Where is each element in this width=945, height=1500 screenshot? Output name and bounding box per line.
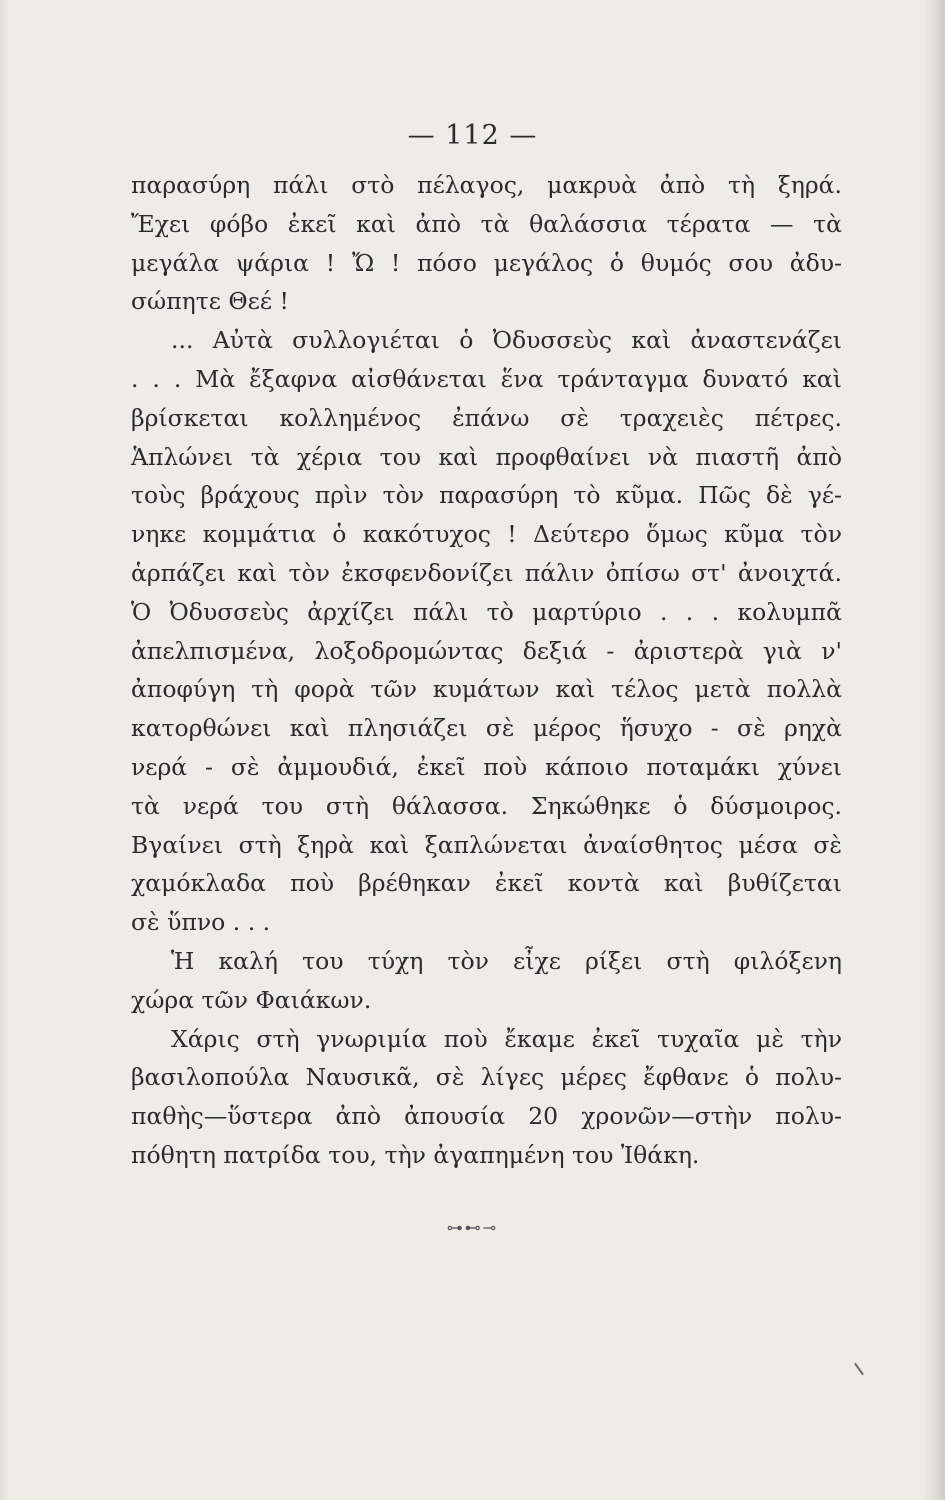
text-line: χαμόκλαδα ποὺ βρέθηκαν ἐκεῖ κοντὰ καὶ βυθίζεται: [131, 869, 842, 898]
text-line: ἁρπάζει καὶ τὸν ἐκσφενδονίζει πάλιν ὀπίσω στ' ἀνοιχτά.: [131, 558, 842, 587]
text-line: τὰ νερά του στὴ θάλασσα. Σηκώθηκε ὁ δύσμοιρος.: [131, 791, 842, 820]
paper-speck: [854, 1363, 864, 1376]
text-line: Ἡ καλή του τύχη τὸν εἶχε ρίξει στὴ φιλόξενη: [171, 946, 842, 975]
text-line: νηκε κομμάτια ὁ κακότυχος ! Δεύτερο ὅμως κῦμα τὸν: [131, 520, 842, 549]
text-line: Βγαίνει στὴ ξηρὰ καὶ ξαπλώνεται ἀναίσθητος μέσα σὲ: [131, 830, 842, 859]
text-line: βρίσκεται κολλημένος ἐπάνω σὲ τραχειὲς πέτρες.: [131, 403, 842, 432]
text-line: σώπητε Θεέ !: [131, 287, 289, 316]
text-line: πόθητη πατρίδα του, τὴν ἀγαπημένη του Ἰθάκη.: [131, 1140, 700, 1169]
text-line: χώρα τῶν Φαιάκων.: [131, 985, 372, 1014]
text-line: ἀπελπισμένα, λοξοδρομώντας δεξιά - ἀριστερὰ γιὰ ν': [131, 636, 842, 665]
text-line: σὲ ὕπνο . . .: [131, 908, 271, 937]
text-line: ἀποφύγη τὴ φορὰ τῶν κυμάτων καὶ τέλος μετὰ πολλὰ: [131, 675, 842, 704]
text-line: τοὺς βράχους πρὶν τὸν παρασύρη τὸ κῦμα. Πῶς δὲ γέ-: [131, 481, 842, 510]
text-line: . . . Μὰ ἔξαφνα αἰσθάνεται ἕνα τράνταγμα δυνατό καὶ: [131, 364, 842, 393]
ornament-flourish: ⊶⊷⊸: [446, 1218, 499, 1237]
text-line: παρασύρη πάλι στὸ πέλαγος, μακρυὰ ἀπὸ τὴ ξηρά.: [131, 171, 842, 199]
text-line: βασιλοπούλα Ναυσικᾶ, σὲ λίγες μέρες ἔφθανε ὁ πολυ-: [131, 1063, 842, 1092]
text-line: μεγάλα ψάρια ! Ὤ ! πόσο μεγάλος ὁ θυμός σου ἀδυ-: [131, 248, 842, 277]
text-line: Χάρις στὴ γνωριμία ποὺ ἔκαμε ἐκεῖ τυχαῖα μὲ τὴν: [171, 1024, 842, 1053]
text-line: Ἁπλώνει τὰ χέρια του καὶ προφθαίνει νὰ πιαστῆ ἀπὸ: [131, 442, 842, 471]
page-number: — 112 —: [407, 120, 538, 151]
text-line: κατορθώνει καὶ πλησιάζει σὲ μέρος ἥσυχο - σὲ ρηχὰ: [131, 714, 842, 743]
text-line: ... Αὐτὰ συλλογιέται ὁ Ὀδυσσεὺς καὶ ἀναστενάζει: [171, 326, 842, 355]
body-text: [131, 166, 842, 1175]
page-left-edge: [0, 0, 10, 1500]
text-line: Ὁ Ὀδυσσεὺς ἀρχίζει πάλι τὸ μαρτύριο . . . κολυμπᾶ: [131, 597, 842, 626]
text-line: Ἔχει φόβο ἐκεῖ καὶ ἀπὸ τὰ θαλάσσια τέρατα — τὰ: [131, 209, 842, 238]
text-line: νερά - σὲ ἀμμουδιά, ἐκεῖ ποὺ κάποιο ποταμάκι χύνει: [131, 752, 842, 781]
text-line: παθὴς—ὕστερα ἀπὸ ἀπουσία 20 χρονῶν—στὴν πολυ-: [131, 1102, 842, 1131]
page-right-edge: [923, 0, 945, 1500]
